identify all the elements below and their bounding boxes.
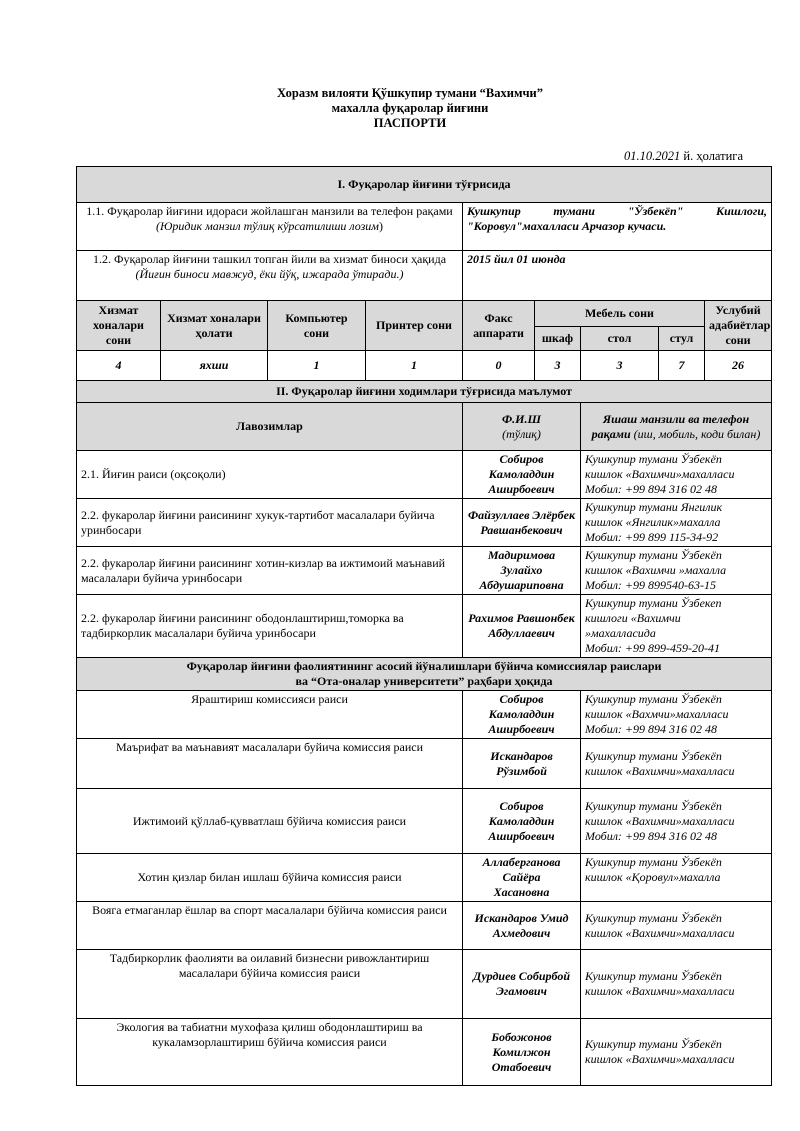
commission-name: Бобожонов Комилжон Отабоевич	[463, 1019, 581, 1086]
header-line-2: махалла фуқаролар йиғини	[331, 101, 489, 115]
staff-name: Рахимов Равшонбек Абдуллаевич	[463, 595, 581, 658]
col-rooms: Хизмат хоналари сони	[77, 301, 161, 351]
col-rooms-state: Хизмат хоналари ҳолати	[161, 301, 268, 351]
table-row	[77, 595, 772, 658]
commission-position: Яраштириш комиссияси раиси	[77, 691, 463, 739]
col-fax: Факс аппарати	[463, 301, 535, 351]
val-rooms: 4	[77, 351, 161, 381]
passport-table	[76, 166, 772, 1086]
header-line-3: ПАСПОРТИ	[373, 116, 447, 130]
val-printers: 1	[366, 351, 463, 381]
commission-name: Собиров Камоладдин Аширбоевич	[463, 789, 581, 854]
founded-label: 1.2. Фуқаролар йиғини ташкил топган йили ва хизмат биноси ҳақида (Йиғин биноси мавжуд, ёки йўқ, ижарада ўтиради.)	[77, 251, 463, 301]
val-rooms-state: яхши	[161, 351, 268, 381]
commission-address: Кушкупир тумани Ўзбекёп кишлок «Вахимчи»махалласи	[581, 902, 772, 950]
table-row	[77, 854, 772, 902]
commission-address: Кушкупир тумани Ўзбекёп кишлок «Вахмчи»махалласи Мобил: +99 894 316 02 48	[581, 691, 772, 739]
address-label: 1.1. Фуқаролар йиғини идораси жойлашган манзили ва телефон рақами (Юридик манзил тўлиқ кўрсатилиши лозим)	[77, 203, 463, 251]
section1-title: I. Фуқаролар йиғини тўғрисида	[77, 167, 772, 203]
val-literature: 26	[705, 351, 772, 381]
staff-name: Собиров Камоладдин Аширбоевич	[463, 451, 581, 499]
section2-title-row	[77, 381, 772, 403]
col-name: Ф.И.Ш (тўлиқ)	[463, 403, 581, 451]
val-computers: 1	[268, 351, 366, 381]
section3-title: Фуқаролар йиғини фаолиятининг асосий йўналишлари бўйича комиссиялар раислари ва “Ота-оналар университети” раҳбари ҳоқида	[77, 658, 772, 691]
val-fax: 0	[463, 351, 535, 381]
commission-position: Экология ва табиатни мухофаза қилиш ободонлаштириш ва кукаламзорлаштириш бўйича комиссия раиси	[77, 1019, 463, 1086]
commission-position: Тадбиркорлик фаолияти ва оилавий бизнесни ривожлантириш масалалари бўйича комиссия раиси	[77, 950, 463, 1019]
staff-address: Кушкупир тумани Ўзбекёп кишлок «Вахимчи »махалла Мобил: +99 899540-63-15	[581, 547, 772, 595]
col-computers: Компьютер сони	[268, 301, 366, 351]
col-address: Яшаш манзили ва телефон рақами (иш, мобиль, коди билан)	[581, 403, 772, 451]
staff-header-row	[77, 403, 772, 451]
commission-address: Кушкупир тумани Ўзбекёп кишлок «Вахимчи»махалласи Мобил: +99 894 316 02 48	[581, 789, 772, 854]
header-line-1: Хоразм вилояти Қўшкупир тумани “Вахимчи”	[277, 86, 543, 100]
table-row	[77, 451, 772, 499]
address-row	[77, 203, 772, 251]
equipment-values-row	[77, 351, 772, 381]
table-row	[77, 950, 772, 1019]
col-literature: Услубий адабиётлар сони	[705, 301, 772, 351]
table-row	[77, 789, 772, 854]
table-row	[77, 739, 772, 789]
section1-title-row	[77, 167, 772, 203]
commission-position: Хотин қизлар билан ишлаш бўйича комиссия раиси	[77, 854, 463, 902]
staff-address: Кушкупир тумани Ўзбекёп кишлок «Вахимчи»махалласи Мобил: +99 894 316 02 48	[581, 451, 772, 499]
col-cabinet: шкаф	[535, 327, 581, 351]
table-row	[77, 547, 772, 595]
col-chair: стул	[659, 327, 705, 351]
section3-title-row	[77, 658, 772, 691]
staff-position: 2.1. Йиғин раиси (оқсоқоли)	[77, 451, 463, 499]
val-cabinet: 3	[535, 351, 581, 381]
staff-name: Мадиримова Зулайхо Абдушариповна	[463, 547, 581, 595]
date-suffix: й. ҳолатига	[680, 149, 743, 163]
date-value: 01.10.2021	[624, 149, 681, 163]
val-chair: 7	[659, 351, 705, 381]
address-value	[463, 203, 772, 251]
commission-position: Вояга етмаганлар ёшлар ва спорт масалалари бўйича комиссия раиси	[77, 902, 463, 950]
document-header	[0, 86, 800, 131]
status-date	[624, 149, 743, 164]
founded-row	[77, 251, 772, 301]
commission-name: Дурдиев Собирбой Эгамович	[463, 950, 581, 1019]
col-position: Лавозимлар	[77, 403, 463, 451]
founded-value: 2015 йил 01 июнда	[463, 251, 772, 301]
equipment-header-row	[77, 301, 772, 327]
commission-address: Кушкупир тумани Ўзбекёп кишлок «Қоровул»махалла	[581, 854, 772, 902]
section2-title: II. Фуқаролар йиғини ходимлари тўғрисида маълумот	[77, 381, 772, 403]
commission-name: Искандаров Умид Ахмедович	[463, 902, 581, 950]
col-furniture: Мебель сони	[535, 301, 705, 327]
commission-address: Кушкупир тумани Ўзбекёп кишлок «Вахимчи»махалласи	[581, 1019, 772, 1086]
commission-name: Искандаров Рўзимбой	[463, 739, 581, 789]
staff-position: 2.2. фукаролар йиғини раисининг хукук-тартибот масалалари буйича уринбосари	[77, 499, 463, 547]
commission-address: Кушкупир тумани Ўзбекёп кишлок «Вахимчи»махалласи	[581, 950, 772, 1019]
commission-name: Собиров Камоладдин Аширбоевич	[463, 691, 581, 739]
table-row	[77, 1019, 772, 1086]
commission-position: Маърифат ва маънавият масалалари буйича комиссия раиси	[77, 739, 463, 789]
staff-address: Кушкупир тумани Янгилик кишлок «Янгилик»махалла Мобил: +99 899 115-34-92	[581, 499, 772, 547]
address-value-a: Кушкупир тумани "Ўзбекёп" Кишлоги,	[467, 204, 768, 218]
staff-position: 2.2. фукаролар йиғини раисининг ободонлаштириш,томорка ва тадбиркорлик масалалари буйича уринбосари	[77, 595, 463, 658]
table-row	[77, 902, 772, 950]
commission-name: Аллаберганова Сайёра Хасановна	[463, 854, 581, 902]
commission-position: Ижтимоий қўллаб-қувватлаш бўйича комиссия раиси	[77, 789, 463, 854]
table-row	[77, 499, 772, 547]
staff-position: 2.2. фукаролар йиғини раисининг хотин-кизлар ва ижтимоий маънавий масалалари буйича уринбосари	[77, 547, 463, 595]
table-row	[77, 691, 772, 739]
col-table: стол	[581, 327, 659, 351]
staff-address: Кушкупир тумани Ўзбекеп кишлоги «Вахимчи »махалласида Мобил: +99 899-459-20-41	[581, 595, 772, 658]
val-table: 3	[581, 351, 659, 381]
commission-address: Кушкупир тумани Ўзбекёп кишлок «Вахимчи»махалласи	[581, 739, 772, 789]
address-value-b: "Коровул"махалласи Арчазор кучаси.	[467, 219, 667, 233]
col-printers: Принтер сони	[366, 301, 463, 351]
staff-name: Файзуллаев Элёрбек Равшанбекович	[463, 499, 581, 547]
